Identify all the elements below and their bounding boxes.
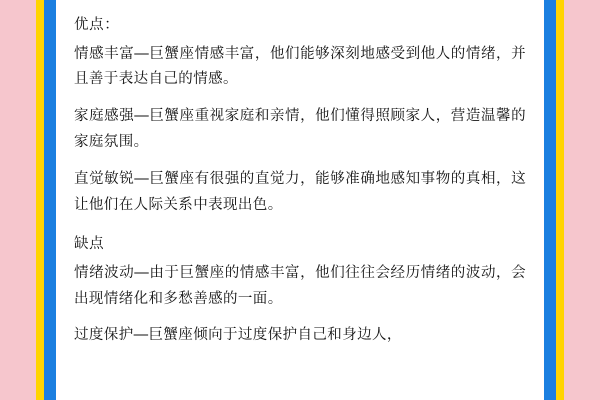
paragraph-emotional-richness: 情感丰富—巨蟹座情感丰富，他们能够深刻地感受到他人的情绪，并且善于表达自己的情感。 — [74, 45, 526, 88]
blue-frame — [44, 0, 556, 400]
section-heading-advantages: 优点： — [74, 17, 120, 33]
paragraph-mood-swings: 情绪波动—由于巨蟹座的情感丰富，他们往往会经历情绪的波动，会出现情绪化和多愁善感的一面。 — [74, 264, 526, 307]
yellow-frame — [36, 0, 564, 400]
paragraph-family-oriented: 家庭感强—巨蟹座重视家庭和亲情，他们懂得照顾家人，营造温馨的家庭氛围。 — [74, 108, 526, 150]
article-content — [74, 12, 526, 349]
paragraph-overprotective: 过度保护—巨蟹座倾向于过度保护自己和身边人， — [74, 327, 402, 344]
text-card — [56, 0, 544, 400]
paragraph-intuition: 直觉敏锐—巨蟹座有很强的直觉力，能够准确地感知事物的真相，这让他们在人际关系中表现出色。 — [74, 170, 526, 213]
section-heading-disadvantages: 缺点 — [74, 236, 105, 253]
